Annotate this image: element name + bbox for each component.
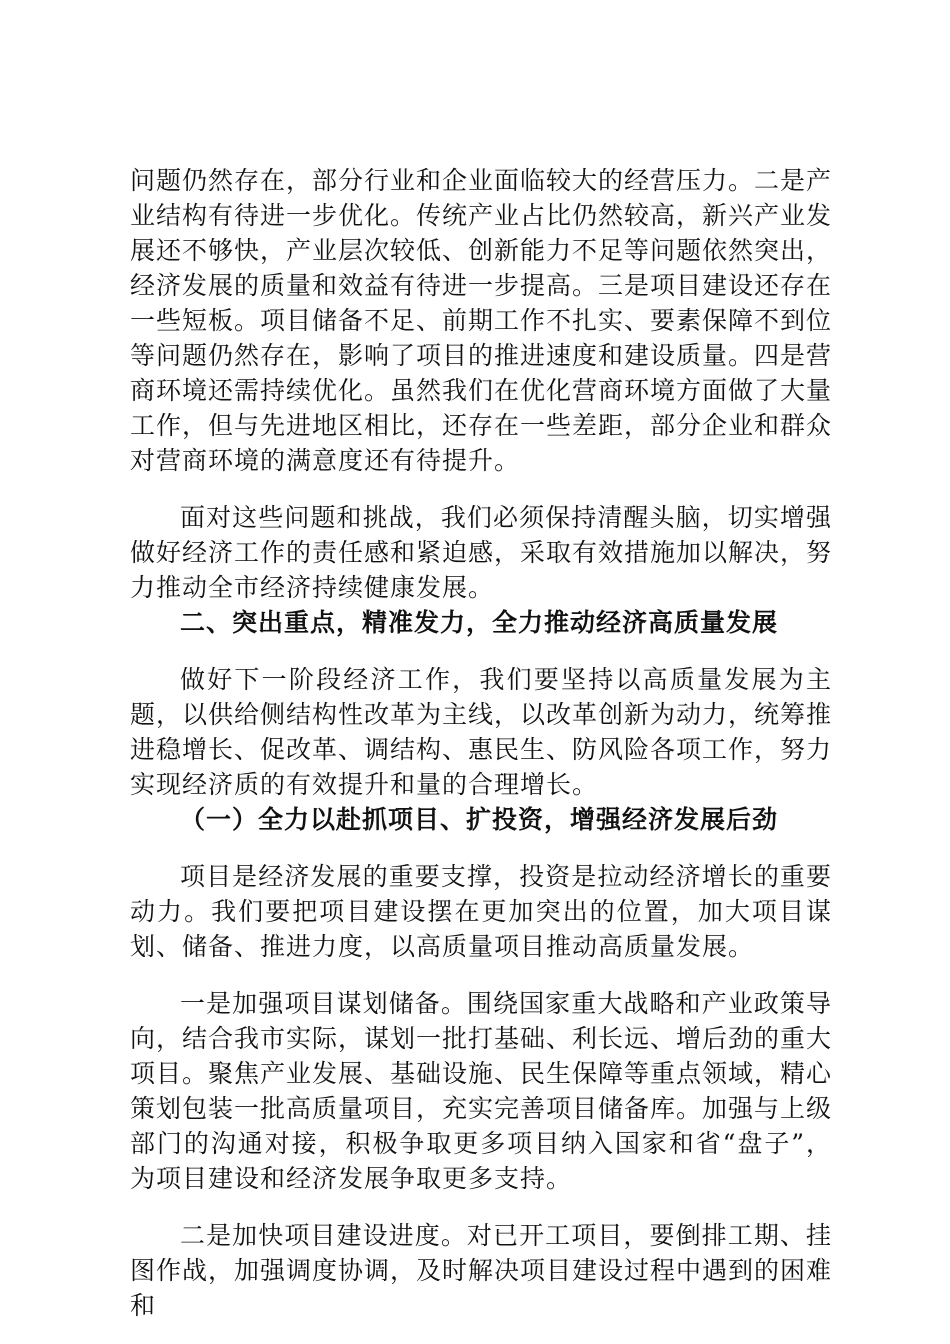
paragraph: 项目是经济发展的重要支撑，投资是拉动经济增长的重要动力。我们要把项目建设摆在更加突出的位置，加大项目谋划、储备、推进力度，以高质量项目推动高质量发展。 [130,862,832,961]
document-body [130,163,832,1323]
paragraph: 面对这些问题和挑战，我们必须保持清醒头脑，切实增强做好经济工作的责任感和紧迫感，采取有效措施加以解决，努力推动全市经济持续健康发展。 [130,503,833,602]
subsection-heading: （一）全力以赴抓项目、扩投资，增强经济发展后劲 [180,805,779,834]
paragraph: 一是加强项目谋划储备。围绕国家重大战略和产业政策导向，结合我市实际，谋划一批打基础、利长远、增后劲的重大项目。聚焦产业发展、基础设施、民生保障等重点领域，精心策划包装一批高质量项目，充实完善项目储备库。加强与上级部门的沟通对接，积极争取更多项目纳入国家和省“盘子”，为项目建设和经济发展争取更多支持。 [130,989,833,1193]
paragraph-truncated: 二是加快项目建设进度。对已开工项目，要倒排工期、挂图作战，加强调度协调，及时解决项目建设过程中遇到的困难和 [130,1221,833,1320]
section-heading: 二、突出重点，精准发力，全力推动经济高质量发展 [180,608,779,637]
paragraph: 做好下一阶段经济工作，我们要坚持以高质量发展为主题，以供给侧结构性改革为主线，以改革创新为动力，统筹推进稳增长、促改革、调结构、惠民生、防风险各项工作，努力实现经济质的有效提升和量的合理增长。 [130,665,833,799]
paragraph-continued: 问题仍然存在，部分行业和企业面临较大的经营压力。二是产业结构有待进一步优化。传统产业占比仍然较高，新兴产业发展还不够快，产业层次较低、创新能力不足等问题依然突出，经济发展的质量和效益有待进一步提高。三是项目建设还存在一些短板。项目储备不足、前期工作不扎实、要素保障不到位等问题仍然存在，影响了项目的推进速度和建设质量。四是营商环境还需持续优化。虽然我们在优化营商环境方面做了大量工作，但与先进地区相比，还存在一些差距，部分企业和群众对营商环境的满意度还有待提升。 [130,166,833,475]
